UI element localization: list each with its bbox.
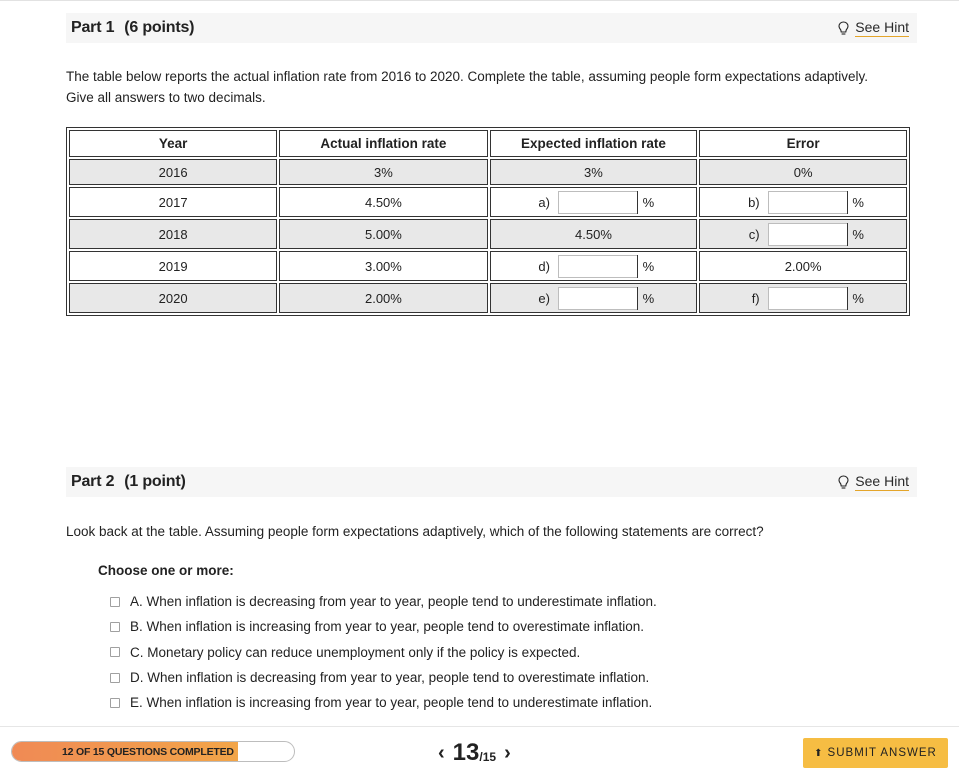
percent-unit: % xyxy=(847,223,869,246)
percent-unit: % xyxy=(637,191,659,214)
error-cell: 0% xyxy=(699,159,907,185)
year-cell: 2020 xyxy=(69,283,277,313)
col-header-expected: Expected inflation rate xyxy=(490,130,698,157)
part2-header xyxy=(66,467,917,497)
answer-input-e[interactable] xyxy=(558,287,638,310)
percent-unit: % xyxy=(847,287,869,310)
submit-arrow-icon: ⬆ xyxy=(814,747,824,759)
answer-input-a[interactable] xyxy=(558,191,638,214)
lightbulb-icon xyxy=(838,21,849,36)
option-c[interactable]: C. Monetary policy can reduce unemployment only if the policy is expected. xyxy=(110,640,657,665)
table-row xyxy=(69,159,907,185)
progress-text: 12 OF 15 QUESTIONS COMPLETED xyxy=(62,745,234,758)
actual-cell: 2.00% xyxy=(279,283,487,313)
option-d[interactable]: D. When inflation is decreasing from year to year, people tend to overestimate inflation. xyxy=(110,665,657,690)
expected-cell: 3% xyxy=(490,159,698,185)
actual-cell: 5.00% xyxy=(279,219,487,249)
year-cell: 2017 xyxy=(69,187,277,217)
answer-label-e: e) xyxy=(538,290,550,306)
current-question-number: 13 xyxy=(452,739,480,766)
percent-unit: % xyxy=(637,255,659,278)
part1-header xyxy=(66,13,917,43)
percent-unit: % xyxy=(847,191,869,214)
answer-input-d[interactable] xyxy=(558,255,638,278)
expected-cell xyxy=(490,187,698,217)
option-b[interactable]: B. When inflation is increasing from year to year, people tend to overestimate inflation. xyxy=(110,614,657,639)
expected-cell xyxy=(490,283,698,313)
footer-divider xyxy=(0,726,959,727)
checkbox[interactable] xyxy=(110,698,120,708)
expected-cell xyxy=(490,251,698,281)
col-header-error: Error xyxy=(699,130,907,157)
actual-cell: 3.00% xyxy=(279,251,487,281)
progress-bar xyxy=(11,741,295,762)
answer-label-b: b) xyxy=(748,194,760,210)
percent-unit: % xyxy=(637,287,659,310)
error-cell xyxy=(699,187,907,217)
answer-input-b[interactable] xyxy=(768,191,848,214)
next-question-chevron-right-icon[interactable]: › xyxy=(504,741,511,764)
answer-label-c: c) xyxy=(748,226,760,242)
expected-cell: 4.50% xyxy=(490,219,698,249)
error-cell xyxy=(699,219,907,249)
question-pager xyxy=(430,738,519,768)
checkbox[interactable] xyxy=(110,673,120,683)
inflation-table xyxy=(66,127,910,316)
table-row xyxy=(69,187,907,217)
col-header-year: Year xyxy=(69,130,277,157)
checkbox[interactable] xyxy=(110,622,120,632)
table-row xyxy=(69,219,907,249)
year-cell: 2018 xyxy=(69,219,277,249)
option-a[interactable]: A. When inflation is decreasing from year to year, people tend to underestimate inflation. xyxy=(110,589,657,614)
submit-answer-button[interactable]: ⬆ SUBMIT ANSWER xyxy=(803,738,948,768)
error-cell xyxy=(699,283,907,313)
part2-title: Part 2 (1 point) xyxy=(71,473,186,490)
checkbox[interactable] xyxy=(110,647,120,657)
checkbox[interactable] xyxy=(110,597,120,607)
option-e[interactable]: E. When inflation is increasing from year to year, people tend to underestimate inflation. xyxy=(110,690,657,715)
part1-see-hint[interactable]: See Hint xyxy=(838,19,909,37)
answer-input-f[interactable] xyxy=(768,287,848,310)
actual-cell: 4.50% xyxy=(279,187,487,217)
part2-prompt: Look back at the table. Assuming people form expectations adaptively, which of the following statements are correct? xyxy=(66,524,764,539)
col-header-actual: Actual inflation rate xyxy=(279,130,487,157)
part2-see-hint[interactable]: See Hint xyxy=(838,473,909,491)
answer-label-d: d) xyxy=(538,258,550,274)
year-cell: 2016 xyxy=(69,159,277,185)
prev-question-chevron-left-icon[interactable]: ‹ xyxy=(438,741,445,764)
option-list xyxy=(110,589,657,715)
answer-input-c[interactable] xyxy=(768,223,848,246)
part1-title: Part 1 (6 points) xyxy=(71,19,195,36)
error-cell: 2.00% xyxy=(699,251,907,281)
answer-label-f: f) xyxy=(751,290,760,306)
table-row xyxy=(69,251,907,281)
table-header-row xyxy=(69,130,907,157)
choose-instruction: Choose one or more: xyxy=(98,563,234,578)
table-row xyxy=(69,283,907,313)
part1-prompt: The table below reports the actual inflation rate from 2016 to 2020. Complete the table, assuming people form expectations adaptively. Give all answers to two decimals. xyxy=(66,69,868,105)
top-divider xyxy=(0,0,959,1)
actual-cell: 3% xyxy=(279,159,487,185)
total-questions: /15 xyxy=(479,750,497,764)
year-cell: 2019 xyxy=(69,251,277,281)
answer-label-a: a) xyxy=(538,194,550,210)
lightbulb-icon xyxy=(838,475,849,490)
